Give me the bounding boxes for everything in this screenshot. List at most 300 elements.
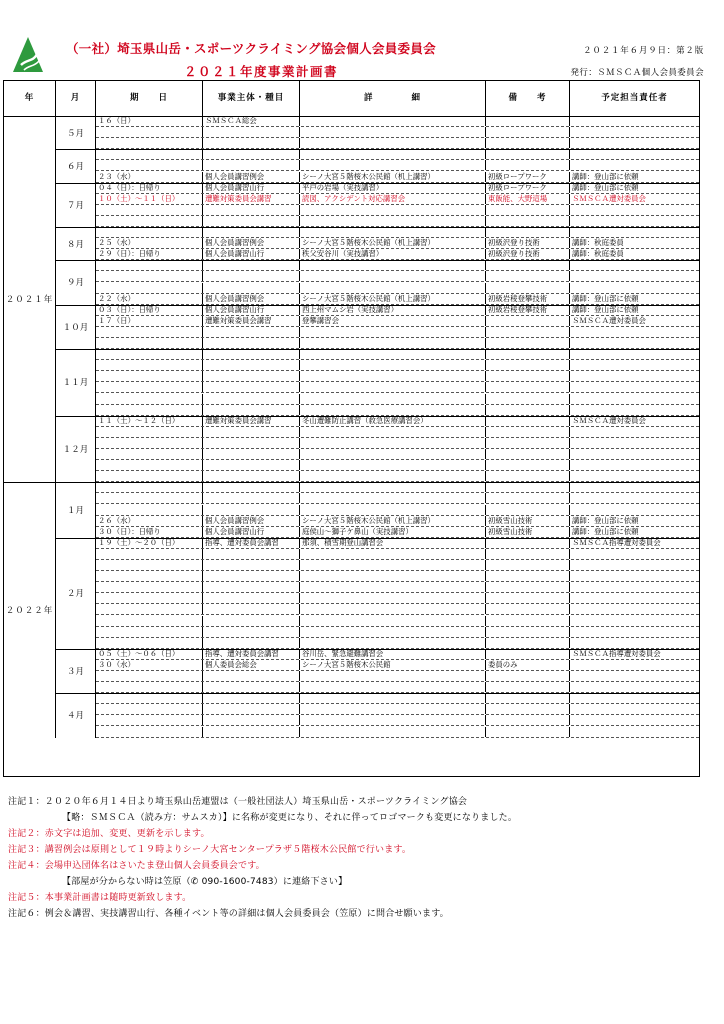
- table-row: [96, 183, 699, 194]
- remarks-cell: [486, 138, 570, 148]
- date-cell: [96, 394, 203, 404]
- smsca-logo-icon: [12, 36, 44, 74]
- responsible-cell: [570, 471, 699, 481]
- table-row: [96, 549, 699, 560]
- date-cell: [96, 360, 203, 370]
- detail-cell: シーノ大宮５階桜木公民館（机上講習）: [300, 516, 486, 526]
- responsible-cell: [570, 338, 699, 348]
- responsible-cell: [570, 582, 699, 592]
- organizer-cell: 個人会員講習例会: [203, 172, 300, 182]
- table-row: [96, 271, 699, 282]
- month-cell: ５月: [56, 116, 96, 149]
- organizer-cell: [203, 505, 300, 515]
- remarks-cell: [486, 382, 570, 392]
- responsible-cell: [570, 638, 699, 648]
- responsible-cell: [570, 138, 699, 148]
- date-cell: [96, 138, 203, 148]
- responsible-cell: [570, 593, 699, 603]
- organizer-cell: [203, 627, 300, 637]
- detail-cell: [300, 460, 486, 470]
- organizer-cell: [203, 560, 300, 570]
- table-row: [96, 349, 699, 360]
- schedule-table: [3, 80, 700, 777]
- table-row: [96, 727, 699, 738]
- responsible-cell: [570, 405, 699, 415]
- remarks-cell: [486, 571, 570, 581]
- organizer-cell: [203, 482, 300, 492]
- remarks-cell: [486, 682, 570, 692]
- remarks-cell: [486, 149, 570, 159]
- organizer-cell: [203, 216, 300, 226]
- column-header: 予定担当責任者: [601, 93, 668, 103]
- date-cell: [96, 549, 203, 559]
- responsible-cell: [570, 327, 699, 337]
- organizer-cell: [203, 693, 300, 703]
- organizer-cell: [203, 449, 300, 459]
- detail-cell: [300, 704, 486, 714]
- organizer-cell: [203, 382, 300, 392]
- month-cell: １０月: [56, 305, 96, 349]
- organizer-cell: 個人会員講習例会: [203, 294, 300, 304]
- detail-cell: [300, 149, 486, 159]
- organizer-cell: [203, 582, 300, 592]
- table-row: [96, 238, 699, 249]
- month-cell: ４月: [56, 693, 96, 737]
- table-row: [96, 394, 699, 405]
- remarks-cell: [486, 471, 570, 481]
- remarks-cell: [486, 493, 570, 503]
- column-header: 備 考: [486, 81, 570, 116]
- table-row: [96, 627, 699, 638]
- detail-cell: [300, 127, 486, 137]
- detail-cell: [300, 405, 486, 415]
- date-cell: [96, 693, 203, 703]
- table-row: [96, 205, 699, 216]
- detail-cell: [300, 394, 486, 404]
- table-row: [96, 604, 699, 615]
- table-row: [96, 283, 699, 294]
- date-cell: [96, 616, 203, 626]
- table-row: [96, 560, 699, 571]
- remarks-cell: [486, 649, 570, 659]
- table-row: [96, 338, 699, 349]
- detail-cell: [300, 493, 486, 503]
- remarks-cell: 初級ロープワーク: [486, 183, 570, 193]
- responsible-cell: [570, 283, 699, 293]
- organizer-cell: [203, 593, 300, 603]
- remarks-cell: [486, 505, 570, 515]
- table-row: [96, 715, 699, 726]
- detail-cell: [300, 471, 486, 481]
- column-header: 事業主体・種目: [203, 81, 300, 116]
- table-row: [96, 260, 699, 271]
- detail-cell: [300, 338, 486, 348]
- column-header: 月: [56, 81, 96, 116]
- organizer-cell: [203, 149, 300, 159]
- organizer-cell: [203, 638, 300, 648]
- detail-cell: [300, 627, 486, 637]
- table-row: [96, 416, 699, 427]
- detail-cell: [300, 582, 486, 592]
- month-cell: ２月: [56, 538, 96, 649]
- detail-cell: [300, 549, 486, 559]
- detail-cell: 秩父安谷川（実技講習）: [300, 249, 486, 259]
- remarks-cell: [486, 394, 570, 404]
- responsible-cell: [570, 660, 699, 670]
- remarks-cell: [486, 549, 570, 559]
- responsible-cell: [570, 627, 699, 637]
- detail-cell: [300, 604, 486, 614]
- detail-cell: [300, 593, 486, 603]
- responsible-cell: [570, 360, 699, 370]
- month-cell: ６月: [56, 149, 96, 182]
- organizer-cell: [203, 394, 300, 404]
- organizer-cell: [203, 493, 300, 503]
- organizer-cell: [203, 260, 300, 270]
- detail-cell: 読図、アクシデント対応講習会: [300, 194, 486, 204]
- responsible-cell: [570, 349, 699, 359]
- date-cell: １６（日）: [96, 116, 203, 126]
- responsible-cell: [570, 371, 699, 381]
- detail-cell: [300, 727, 486, 737]
- table-row: [96, 660, 699, 671]
- remarks-cell: [486, 693, 570, 703]
- table-row: [96, 638, 699, 649]
- table-row: [96, 427, 699, 438]
- date-cell: [96, 704, 203, 714]
- date-cell: １７（日）: [96, 316, 203, 326]
- responsible-cell: [570, 460, 699, 470]
- remarks-cell: [486, 460, 570, 470]
- detail-cell: [300, 260, 486, 270]
- table-row: [96, 582, 699, 593]
- responsible-cell: 講師：登山部に依頼: [572, 304, 639, 314]
- remarks-cell: [486, 283, 570, 293]
- table-row: [96, 527, 699, 538]
- detail-cell: [300, 227, 486, 237]
- responsible-cell: [570, 704, 699, 714]
- date-cell: [96, 482, 203, 492]
- remarks-cell: 東飯能、大野這場: [486, 194, 570, 204]
- responsible-cell: [570, 438, 699, 448]
- remarks-cell: [486, 127, 570, 137]
- month-cell: ３月: [56, 649, 96, 693]
- date-cell: [96, 349, 203, 359]
- remarks-cell: [486, 438, 570, 448]
- remarks-cell: 初級沢登り技術: [486, 249, 570, 259]
- responsible-cell: [570, 715, 699, 725]
- note-line: 注記２：赤文字は追加、変更、更新を示します。: [8, 829, 210, 839]
- date-cell: [96, 216, 203, 226]
- organizer-cell: [203, 616, 300, 626]
- responsible-cell: [570, 449, 699, 459]
- remarks-cell: [486, 316, 570, 326]
- note-line: 注記１：２０２０年６月１４日より埼玉県山岳連盟は（一般社団法人）埼玉県山岳・スポーツクライミング協会: [8, 797, 468, 807]
- detail-cell: [300, 449, 486, 459]
- remarks-cell: [486, 360, 570, 370]
- remarks-cell: 初級雪山技術: [486, 527, 570, 537]
- remarks-cell: [486, 116, 570, 126]
- date-cell: [96, 715, 203, 725]
- date-cell: １９（土）～２０（日）: [96, 538, 203, 548]
- detail-cell: 西上州マムシ岩（実技講習）: [300, 305, 486, 315]
- date-cell: ０４（日）：日帰り: [96, 183, 203, 193]
- document-date: ２０２１年６月９日：第２版: [583, 46, 704, 56]
- responsible-cell: ＳＭＳＣＡ遭対委員会: [572, 415, 646, 425]
- organizer-cell: [203, 438, 300, 448]
- table-row: [96, 216, 699, 227]
- remarks-cell: [486, 216, 570, 226]
- date-cell: ２９（日）：日帰り: [96, 249, 203, 259]
- table-row: [96, 593, 699, 604]
- table-row: [96, 127, 699, 138]
- date-cell: [96, 671, 203, 681]
- responsible-cell: [570, 271, 699, 281]
- detail-cell: [300, 671, 486, 681]
- date-cell: [96, 283, 203, 293]
- organizer-cell: 個人会員講習山行: [203, 183, 300, 193]
- date-cell: [96, 271, 203, 281]
- date-cell: ３０（水）: [96, 660, 203, 670]
- document-publisher: 発行：ＳＭＳＣＡ個人会員委員会: [570, 68, 704, 78]
- date-cell: [96, 593, 203, 603]
- table-row: [96, 482, 699, 493]
- responsible-cell: [570, 682, 699, 692]
- organizer-cell: [203, 471, 300, 481]
- responsible-cell: 講師：登山部に依頼: [572, 526, 639, 536]
- detail-cell: [300, 638, 486, 648]
- responsible-cell: [570, 116, 699, 126]
- detail-cell: シーノ大宮５階桜木公民館（机上講習）: [300, 172, 486, 182]
- responsible-cell: 講師：登山部に依頼: [572, 182, 639, 192]
- organizer-cell: 個人会員講習例会: [203, 516, 300, 526]
- organizer-cell: [203, 327, 300, 337]
- table-row: [96, 671, 699, 682]
- organizer-cell: 個人会員講習山行: [203, 305, 300, 315]
- remarks-cell: [486, 227, 570, 237]
- organizer-cell: [203, 127, 300, 137]
- remarks-cell: [486, 416, 570, 426]
- table-row: [96, 194, 699, 205]
- responsible-cell: ＳＭＳＣＡ遭対委員会: [572, 315, 646, 325]
- remarks-cell: [486, 338, 570, 348]
- date-cell: ０５（土）～０６（日）: [96, 649, 203, 659]
- date-cell: [96, 327, 203, 337]
- responsible-cell: 講師：登山部に依頼: [572, 515, 639, 525]
- organizer-cell: ＳＭＳＣＡ総会: [203, 116, 300, 126]
- date-cell: [96, 560, 203, 570]
- detail-cell: [300, 271, 486, 281]
- detail-cell: [300, 682, 486, 692]
- date-cell: [96, 371, 203, 381]
- organizer-cell: [203, 360, 300, 370]
- remarks-cell: [486, 593, 570, 603]
- month-cell: １月: [56, 482, 96, 538]
- remarks-cell: 初級ロープワーク: [486, 172, 570, 182]
- date-cell: [96, 727, 203, 737]
- remarks-cell: [486, 671, 570, 681]
- remarks-cell: [486, 482, 570, 492]
- document-title: （一社）埼玉県山岳・スポーツクライミング協会個人会員委員会: [66, 41, 436, 56]
- remarks-cell: 初級沢登り技術: [486, 238, 570, 248]
- remarks-cell: [486, 327, 570, 337]
- date-cell: [96, 260, 203, 270]
- organizer-cell: 個人委員会総会: [203, 660, 300, 670]
- table-row: [96, 294, 699, 305]
- organizer-cell: [203, 704, 300, 714]
- responsible-cell: [570, 493, 699, 503]
- date-cell: [96, 427, 203, 437]
- table-row: [96, 649, 699, 660]
- remarks-cell: [486, 582, 570, 592]
- column-header: 期 日: [96, 81, 203, 116]
- remarks-cell: [486, 638, 570, 648]
- table-row: [96, 571, 699, 582]
- responsible-cell: 講師：秋庭委員: [572, 249, 624, 259]
- month-cell: ８月: [56, 227, 96, 260]
- remarks-cell: [486, 616, 570, 626]
- detail-cell: [300, 371, 486, 381]
- remarks-cell: [486, 538, 570, 548]
- table-row: [96, 460, 699, 471]
- remarks-cell: [486, 260, 570, 270]
- responsible-cell: [570, 560, 699, 570]
- notes-section: [8, 794, 720, 922]
- organizer-cell: [203, 571, 300, 581]
- responsible-cell: [570, 727, 699, 737]
- organizer-cell: [203, 227, 300, 237]
- responsible-cell: [570, 671, 699, 681]
- table-row: [96, 693, 699, 704]
- table-row: [96, 160, 699, 171]
- table-row: [96, 172, 699, 183]
- responsible-cell: [570, 160, 699, 170]
- remarks-cell: 初級雪山技術: [486, 516, 570, 526]
- detail-cell: [300, 160, 486, 170]
- organizer-cell: 個人会員講習例会: [203, 238, 300, 248]
- detail-cell: [300, 138, 486, 148]
- date-cell: [96, 149, 203, 159]
- year-cell: ２０２２年: [4, 482, 56, 737]
- remarks-cell: 初級岩稜登攀技術: [486, 294, 570, 304]
- organizer-cell: [203, 460, 300, 470]
- detail-cell: 冬山遭難防止講習（救急医療講習会）: [300, 416, 486, 426]
- detail-cell: [300, 571, 486, 581]
- organizer-cell: 遭難対策委員会講習: [203, 194, 300, 204]
- detail-cell: 登攀講習会: [300, 316, 486, 326]
- detail-cell: [300, 205, 486, 215]
- month-cell: ７月: [56, 183, 96, 227]
- remarks-cell: [486, 604, 570, 614]
- month-cell: １１月: [56, 349, 96, 416]
- table-row: [96, 405, 699, 416]
- date-cell: ２２（水）: [96, 294, 203, 304]
- note-line: 注記４：会場申込団体名はさいたま登山個人会員委員会です。: [8, 861, 265, 871]
- responsible-cell: ＳＭＳＣＡ遭対委員会: [572, 193, 646, 203]
- note-line: 【部屋が分からない時は笠原（✆ 090-1600-7483）に連絡下さい】: [62, 877, 348, 887]
- date-cell: [96, 405, 203, 415]
- detail-cell: [300, 482, 486, 492]
- detail-cell: [300, 283, 486, 293]
- responsible-cell: [570, 693, 699, 703]
- date-cell: [96, 449, 203, 459]
- organizer-cell: 遭難対策委員会講習: [203, 416, 300, 426]
- organizer-cell: [203, 138, 300, 148]
- table-row: [96, 138, 699, 149]
- table-row: [96, 682, 699, 693]
- organizer-cell: [203, 427, 300, 437]
- detail-cell: [300, 327, 486, 337]
- detail-cell: [300, 360, 486, 370]
- table-row: [96, 704, 699, 715]
- detail-cell: シーノ大宮５階桜木公民館（机上講習）: [300, 238, 486, 248]
- date-cell: [96, 382, 203, 392]
- table-row: [96, 149, 699, 160]
- responsible-cell: [570, 505, 699, 515]
- detail-cell: シーノ大宮５階桜木公民館: [300, 660, 486, 670]
- date-cell: ３０（日）：日帰り: [96, 527, 203, 537]
- responsible-cell: [570, 205, 699, 215]
- remarks-cell: [486, 727, 570, 737]
- date-cell: [96, 227, 203, 237]
- table-header: [4, 81, 699, 117]
- date-cell: [96, 471, 203, 481]
- detail-cell: [300, 693, 486, 703]
- date-cell: [96, 493, 203, 503]
- date-cell: [96, 582, 203, 592]
- remarks-cell: [486, 560, 570, 570]
- responsible-cell: [570, 382, 699, 392]
- detail-cell: 谷川岳、緊急避難講習会: [300, 649, 486, 659]
- table-row: [96, 471, 699, 482]
- responsible-cell: [570, 260, 699, 270]
- responsible-cell: [570, 571, 699, 581]
- organizer-cell: 個人会員講習山行: [203, 527, 300, 537]
- organizer-cell: [203, 349, 300, 359]
- remarks-cell: [486, 349, 570, 359]
- responsible-cell: [570, 482, 699, 492]
- organizer-cell: [203, 727, 300, 737]
- column-header: 詳 細: [300, 81, 486, 116]
- organizer-cell: [203, 682, 300, 692]
- date-cell: １０（土）～１１（日）: [96, 194, 203, 204]
- date-cell: １１（土）～１２（日）: [96, 416, 203, 426]
- responsible-cell: [570, 427, 699, 437]
- table-row: [96, 516, 699, 527]
- date-cell: [96, 505, 203, 515]
- date-cell: [96, 460, 203, 470]
- responsible-cell: ＳＭＳＣＡ指導遭対委員会: [572, 537, 661, 547]
- detail-cell: シーノ大宮５階桜木公民館（机上講習）: [300, 294, 486, 304]
- date-cell: [96, 160, 203, 170]
- organizer-cell: [203, 671, 300, 681]
- note-line: 注記５：本事業計画書は随時更新致します。: [8, 893, 192, 903]
- table-row: [96, 538, 699, 549]
- remarks-cell: [486, 427, 570, 437]
- date-cell: ２５（水）: [96, 238, 203, 248]
- detail-cell: 庭侯山～獅子ケ鼻山（実技講習）: [300, 527, 486, 537]
- responsible-cell: [570, 604, 699, 614]
- table-row: [96, 438, 699, 449]
- remarks-cell: [486, 704, 570, 714]
- responsible-cell: [570, 227, 699, 237]
- responsible-cell: ＳＭＳＣＡ指導遭対委員会: [572, 648, 661, 658]
- detail-cell: 平戸の岩場（実技講習）: [300, 183, 486, 193]
- remarks-cell: [486, 449, 570, 459]
- responsible-cell: [570, 127, 699, 137]
- responsible-cell: [570, 616, 699, 626]
- responsible-cell: 講師：秋庭委員: [572, 238, 624, 248]
